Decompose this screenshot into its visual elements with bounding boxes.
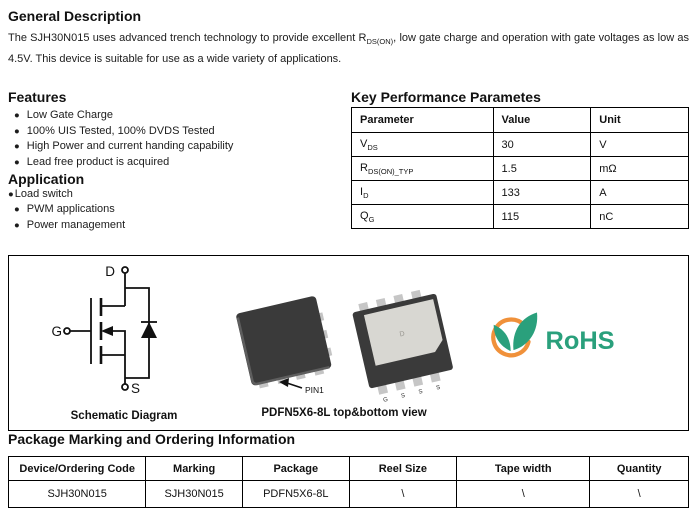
application-title: Application: [8, 170, 85, 187]
body-diode-icon: [141, 322, 157, 338]
bullet-icon: ●: [14, 156, 20, 168]
unit-cell: nC: [591, 205, 689, 229]
pin-label: G: [382, 397, 389, 405]
drain-label: D: [105, 264, 115, 280]
table-row: [352, 157, 689, 181]
parameter-sub: D: [363, 190, 369, 200]
key-performance-table: [351, 107, 689, 229]
marking-cell: SJH30N015: [146, 481, 243, 508]
column-header: Package: [242, 457, 349, 481]
bullet-icon: ●: [14, 204, 20, 216]
feature-label: Low Gate Charge: [26, 109, 113, 122]
value-cell: 115: [493, 205, 591, 229]
table-row: [352, 133, 689, 157]
table-header-row: [352, 108, 689, 133]
application-label: Load switch: [14, 187, 73, 200]
gate-label: G: [51, 324, 62, 340]
general-description-title: General Description: [8, 8, 142, 24]
package-top-view-icon: [226, 292, 342, 398]
ordering-table: [8, 456, 689, 508]
schematic-caption: Schematic Diagram: [70, 410, 178, 423]
parameter-cell: [352, 157, 494, 181]
list-item: [8, 139, 344, 155]
diagram-box: [8, 255, 689, 431]
column-header: Tape width: [457, 457, 590, 481]
key-performance-column: [351, 89, 689, 229]
application-label: PWM applications: [26, 203, 115, 216]
bullet-icon: ●: [14, 125, 20, 137]
application-label: Power management: [26, 218, 126, 231]
column-header: Quantity: [590, 457, 689, 481]
list-item: [8, 108, 344, 124]
bullet-icon: ●: [8, 188, 14, 200]
parameter-sub: DS: [367, 142, 378, 152]
package-bottom-view-icon: [346, 292, 462, 405]
bullet-icon: ●: [14, 110, 20, 122]
key-performance-title: Key Performance Parametes: [351, 89, 541, 106]
table-row: [9, 481, 689, 508]
pin1-label: PIN1: [305, 385, 324, 396]
description-part2: , low gate charge and operation with gate voltages as low as 4.5V. This device is suitable for use as a wide variety of applications.: [8, 32, 689, 65]
feature-label: Lead free product is acquired: [26, 155, 170, 168]
two-column-section: [8, 89, 689, 233]
pin-label: S: [435, 385, 441, 392]
value-cell: 30: [493, 133, 591, 157]
list-item: [8, 187, 344, 203]
parameter-cell: [352, 181, 494, 205]
parameter-base: I: [360, 185, 364, 198]
parameter-cell: [352, 133, 494, 157]
table-header-row: [9, 457, 689, 481]
package-caption: PDFN5X6-8L top&bottom view: [261, 407, 427, 420]
description-subscript: DS(ON): [366, 37, 394, 47]
list-item: [8, 218, 344, 234]
pad-label: D: [399, 330, 406, 339]
application-list: [8, 187, 344, 234]
rohs-logo-icon: [489, 308, 649, 366]
package-section: [227, 256, 461, 419]
tape-width-cell: \: [457, 481, 590, 508]
parameter-cell: [352, 205, 494, 229]
package-images: [226, 292, 462, 405]
parameter-sub: G: [368, 214, 375, 224]
list-item: [8, 124, 344, 140]
column-header: Device/Ordering Code: [9, 457, 146, 481]
bullet-icon: ●: [14, 219, 20, 231]
schematic-section: [9, 256, 209, 422]
rohs-section: [489, 256, 649, 366]
pin-label: S: [400, 393, 406, 401]
rohs-label: RoHS: [545, 327, 615, 356]
device-code-cell: SJH30N015: [9, 481, 146, 508]
parameter-base: V: [360, 137, 368, 150]
feature-label: 100% UIS Tested, 100% DVDS Tested: [26, 124, 215, 137]
column-header: Reel Size: [349, 457, 456, 481]
column-header: Unit: [591, 108, 689, 133]
mosfet-arrow-icon: [101, 326, 113, 336]
feature-label: High Power and current handing capability: [26, 140, 234, 153]
column-header: Marking: [146, 457, 243, 481]
features-title: Features: [8, 89, 67, 106]
list-item: [8, 202, 344, 218]
list-item: [8, 155, 344, 171]
parameter-base: R: [360, 161, 368, 174]
source-label: S: [131, 381, 141, 397]
unit-cell: V: [591, 133, 689, 157]
table-row: [352, 205, 689, 229]
unit-cell: A: [591, 181, 689, 205]
general-description-text: [8, 30, 689, 68]
reel-size-cell: \: [349, 481, 456, 508]
features-application-column: [8, 89, 344, 233]
parameter-base: Q: [360, 209, 369, 222]
description-part1: The SJH30N015 uses advanced trench technology to provide excellent R: [8, 32, 367, 44]
unit-cell: mΩ: [591, 157, 689, 181]
bullet-icon: ●: [14, 141, 20, 153]
parameter-sub: DS(ON)_TYP: [367, 166, 414, 176]
quantity-cell: \: [590, 481, 689, 508]
pin-label: S: [418, 389, 424, 397]
mosfet-schematic-icon: [49, 262, 199, 398]
value-cell: 133: [493, 181, 591, 205]
column-header: Parameter: [352, 108, 494, 133]
package-cell: PDFN5X6-8L: [242, 481, 349, 508]
features-list: [8, 108, 344, 170]
table-row: [352, 181, 689, 205]
value-cell: 1.5: [493, 157, 591, 181]
ordering-title: Package Marking and Ordering Information: [8, 431, 296, 448]
column-header: Value: [493, 108, 591, 133]
